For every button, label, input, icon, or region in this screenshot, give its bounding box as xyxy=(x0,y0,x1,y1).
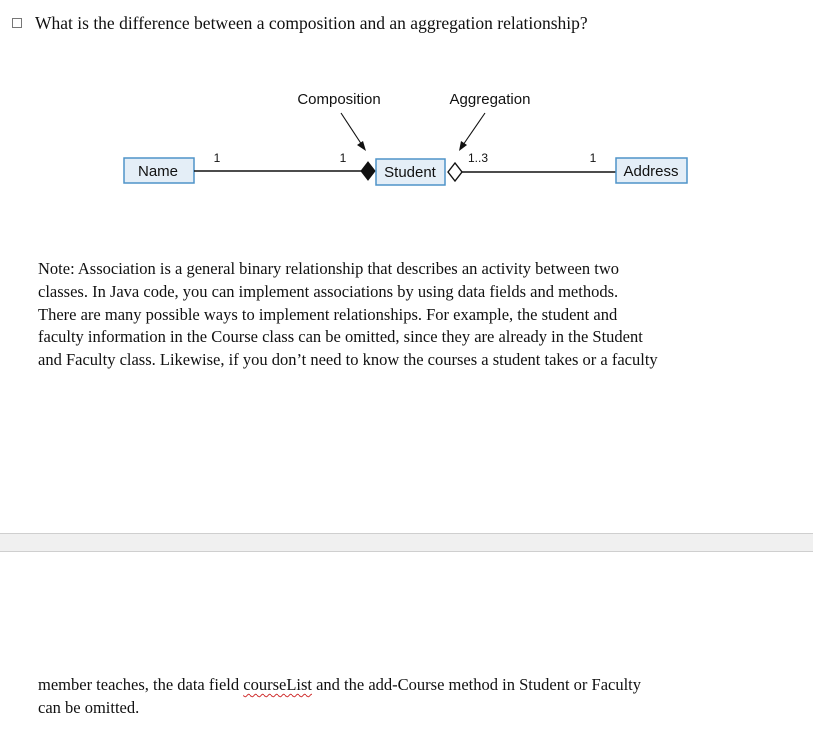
composition-label: Composition xyxy=(297,91,381,108)
page-break-divider xyxy=(0,533,813,552)
multiplicity-student-left: 1 xyxy=(339,151,347,165)
continuation-line-2: can be omitted. xyxy=(38,697,140,717)
note-line: and Faculty class. Likewise, if you don’t need to know the courses a student takes or a faculty xyxy=(38,350,658,370)
composition-diamond xyxy=(361,162,375,180)
aggregation-pointer-arrowhead xyxy=(459,141,467,151)
note-line: faculty information in the Course class can be omitted, since they are already in the Student xyxy=(38,327,643,347)
name-class-label: Name xyxy=(137,163,179,180)
composition-pointer-arrowhead xyxy=(357,141,366,151)
aggregation-pointer-line xyxy=(463,113,485,145)
continuation-line-1 xyxy=(38,674,778,697)
note-line: classes. In Java code, you can implement associations by using data fields and methods. xyxy=(38,281,619,301)
uml-diagram xyxy=(0,0,813,230)
address-class-box xyxy=(616,158,687,183)
continuation-text-after: and the add-Course method in Student or Faculty xyxy=(311,675,642,694)
continuation-text-before: member teaches, the data field xyxy=(38,675,244,694)
continuation-paragraph xyxy=(38,674,778,720)
multiplicity-student-right: 1..3 xyxy=(468,151,489,165)
multiplicity-address-side: 1 xyxy=(589,151,597,165)
student-class-label: Student xyxy=(384,164,436,181)
spellcheck-flagged-word: courseList xyxy=(243,675,312,694)
aggregation-label: Aggregation xyxy=(449,91,531,108)
question-text: What is the difference between a composition and an aggregation relationship? xyxy=(35,13,588,33)
note-paragraph xyxy=(38,258,768,372)
multiplicity-name-side: 1 xyxy=(213,151,221,165)
name-class-box xyxy=(124,158,194,183)
aggregation-diamond xyxy=(448,163,462,181)
student-class-box xyxy=(376,159,445,185)
note-line: There are many possible ways to implement relationships. For example, the student and xyxy=(38,304,618,324)
composition-pointer-line xyxy=(341,113,362,145)
note-line: Note: Association is a general binary relationship that describes an activity between two xyxy=(38,259,619,278)
address-class-label: Address xyxy=(623,163,679,180)
